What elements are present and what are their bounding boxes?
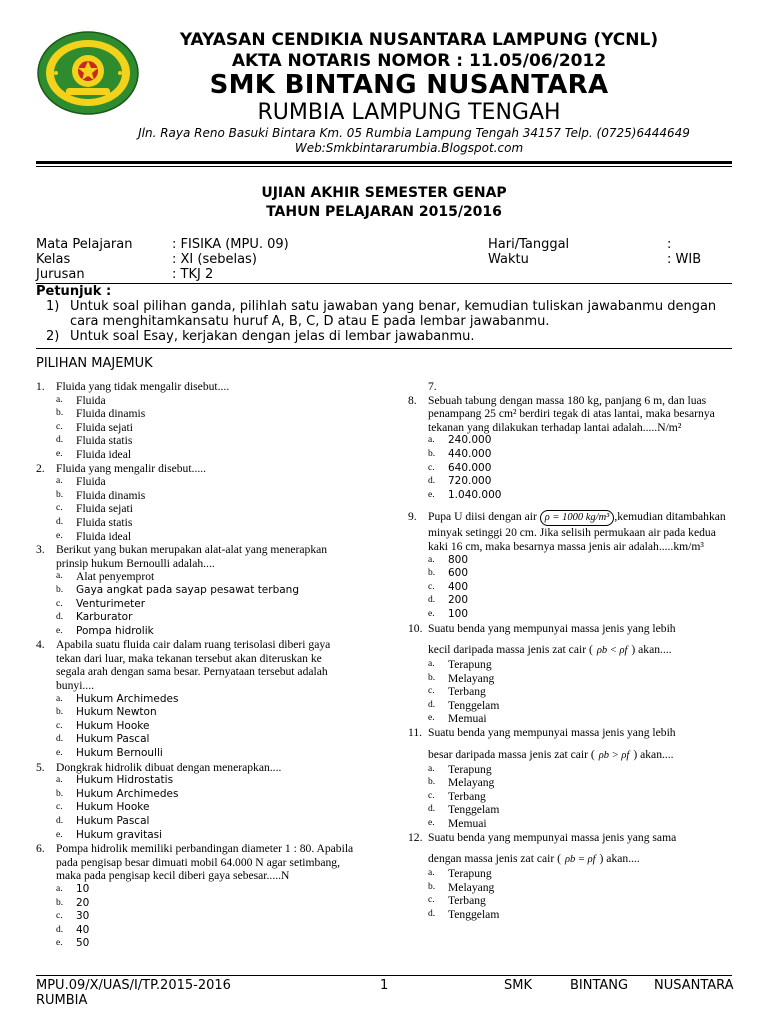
footer-school-word: NUSANTARA <box>654 978 734 993</box>
option-letter: a. <box>428 435 435 446</box>
answer-option <box>408 475 733 489</box>
answer-option <box>36 706 366 720</box>
answer-option <box>36 693 366 707</box>
option-letter: c. <box>428 462 435 473</box>
option-text: Terapung <box>448 762 492 776</box>
density-formula: ρb > ρf <box>598 749 630 761</box>
option-list <box>408 434 733 502</box>
option-text: Terbang <box>448 789 486 803</box>
option-text: Hukum Archimedes <box>76 692 179 705</box>
answer-option <box>408 817 733 831</box>
question-number: 11. <box>408 726 423 740</box>
option-text: Pompa hidrolik <box>76 624 154 637</box>
option-letter: a. <box>56 693 63 704</box>
question-text: Suatu benda yang mempunyai massa jenis yang sama <box>428 830 677 844</box>
subject-label: Mata Pelajaran <box>36 237 133 252</box>
instructions <box>36 284 732 344</box>
answer-option <box>408 672 733 686</box>
option-letter: d. <box>56 924 64 935</box>
option-letter: a. <box>56 775 63 786</box>
option-letter: b. <box>56 897 64 908</box>
page-number: 1 <box>380 978 389 993</box>
answer-option <box>408 881 733 895</box>
question-text-cont: kecil daripada massa jenis zat cair ( <box>428 643 593 657</box>
option-text: Fluida <box>76 475 106 489</box>
option-text: 200 <box>448 594 469 607</box>
question-item <box>36 761 366 775</box>
option-letter: d. <box>428 699 436 710</box>
option-list <box>408 658 733 726</box>
foundation-name: YAYASAN CENDIKIA NUSANTARA LAMPUNG (YCNL) <box>179 30 659 50</box>
instruction-num: 1) <box>46 299 60 314</box>
answer-option <box>36 530 366 544</box>
option-text: 100 <box>448 607 469 620</box>
question-text: Suatu benda yang mempunyai massa jenis yang lebih <box>428 726 676 740</box>
instruction-text: Untuk soal Esay, kerjakan dengan jelas di lembar jawabanmu. <box>70 329 475 344</box>
footer-school-word: SMK <box>504 978 532 993</box>
answer-option <box>36 434 366 448</box>
option-text: Fluida statis <box>76 434 133 448</box>
option-letter: a. <box>56 571 63 582</box>
answer-option <box>36 502 366 516</box>
option-letter: b. <box>56 408 64 419</box>
question-text: Dongkrak hidrolik dibuat dengan menerapkan.... <box>56 760 282 774</box>
question-text: Berikut yang bukan merupakan alat-alat yang menerapkan prinsip hukum Bernoulli adalah.... <box>56 543 328 570</box>
option-text: Karburator <box>76 611 133 624</box>
density-formula: ρb < ρf <box>596 645 628 657</box>
question-text-cont: besar daripada massa jenis zat cair ( <box>428 747 595 761</box>
option-text: Hukum Newton <box>76 706 157 719</box>
answer-option <box>36 720 366 734</box>
question-item <box>408 510 733 553</box>
answer-option <box>408 790 733 804</box>
question-item <box>408 726 733 763</box>
question-text: Pupa U diisi dengan air <box>428 510 537 524</box>
option-letter: a. <box>56 394 63 405</box>
answer-option <box>36 475 366 489</box>
option-letter: e. <box>428 713 435 724</box>
option-text: Hukum Pascal <box>76 815 150 827</box>
option-letter: a. <box>428 763 435 774</box>
option-text: 640.000 <box>448 461 492 474</box>
option-text: Hukum Hidrostatis <box>76 774 174 787</box>
option-letter: c. <box>428 790 435 801</box>
option-letter: e. <box>428 489 435 500</box>
option-letter: e. <box>428 818 435 829</box>
question-item <box>36 462 366 476</box>
answer-option <box>36 815 366 829</box>
option-text: 600 <box>448 567 469 580</box>
option-text: Hukum Archimedes <box>76 787 179 800</box>
school-location: RUMBIA LAMPUNG TENGAH <box>257 100 561 125</box>
option-letter: e. <box>56 448 63 459</box>
answer-option <box>408 594 733 608</box>
question-number: 2. <box>36 461 45 475</box>
question-text: Fluida yang mengalir disebut..... <box>56 461 207 475</box>
density-formula: ρ = 1000 kg/m³ <box>540 510 615 526</box>
option-letter: d. <box>428 476 436 487</box>
exam-year: TAHUN PELAJARAN 2015/2016 <box>266 204 502 220</box>
question-number: 3. <box>36 543 45 557</box>
option-text: Fluida sejati <box>76 502 133 516</box>
answer-option <box>36 937 366 951</box>
option-text: Fluida ideal <box>76 447 132 461</box>
option-letter: b. <box>428 777 436 788</box>
option-text: 240.000 <box>448 434 492 447</box>
option-text: Gaya angkat pada sayap pesawat terbang <box>76 583 300 596</box>
answer-option <box>36 924 366 938</box>
option-letter: d. <box>56 516 64 527</box>
option-text: 20 <box>76 896 90 909</box>
answer-option <box>36 407 366 421</box>
option-letter: b. <box>56 489 64 500</box>
question-item <box>36 842 366 883</box>
option-text: Melayang <box>448 880 495 894</box>
answer-option <box>36 801 366 815</box>
option-text: Hukum Hooke <box>76 801 150 814</box>
subject-value: : FISIKA (MPU. 09) <box>172 237 289 252</box>
option-text: Hukum Hooke <box>76 719 150 732</box>
option-text: 10 <box>76 882 90 895</box>
option-letter: c. <box>56 598 63 609</box>
question-text: Sebuah tabung dengan massa 180 kg, panjang 6 m, dan luas penampang 25 cm² berdiri tegak di atas lantai, maka besarnya tekanan yang dilakukan terhadap lantai adalah.....N/m² <box>428 393 715 434</box>
answer-option <box>36 516 366 530</box>
answer-option <box>408 658 733 672</box>
school-name: SMK BINTANG NUSANTARA <box>209 70 609 100</box>
option-text: 30 <box>76 910 90 923</box>
answer-option <box>36 733 366 747</box>
option-letter: d. <box>56 734 64 745</box>
option-letter: c. <box>428 895 435 906</box>
option-letter: e. <box>56 829 63 840</box>
question-item <box>36 543 366 570</box>
option-text: 720.000 <box>448 475 492 488</box>
option-letter: d. <box>56 816 64 826</box>
option-letter: b. <box>56 788 64 799</box>
answer-option <box>408 434 733 448</box>
option-text: Fluida dinamis <box>76 407 146 421</box>
question-number: 10. <box>408 621 423 635</box>
option-text: Fluida ideal <box>76 529 132 543</box>
option-text: Terbang <box>448 894 486 908</box>
question-text-end: ) akan.... <box>631 643 672 657</box>
answer-option <box>36 829 366 843</box>
option-letter: a. <box>428 659 435 670</box>
answer-option <box>36 598 366 612</box>
option-text: Alat penyemprot <box>76 570 155 584</box>
answer-option <box>408 699 733 713</box>
option-letter: d. <box>428 595 436 606</box>
option-text: Fluida dinamis <box>76 488 146 502</box>
density-formula: ρb = ρf <box>564 854 596 866</box>
answer-option <box>36 448 366 462</box>
option-letter: e. <box>56 530 63 541</box>
option-text: Hukum Pascal <box>76 733 150 746</box>
option-text: Memuai <box>448 817 487 831</box>
footer-place: RUMBIA <box>36 993 88 1008</box>
option-letter: c. <box>56 911 63 922</box>
answer-option <box>36 788 366 802</box>
option-letter: a. <box>428 554 435 565</box>
option-letter: e. <box>56 938 63 949</box>
question-column-left <box>36 380 366 951</box>
major-value: : TKJ 2 <box>172 267 214 282</box>
answer-option <box>36 625 366 639</box>
header-divider-thin <box>36 166 732 167</box>
class-value: : XI (sebelas) <box>172 252 257 267</box>
answer-option <box>36 747 366 761</box>
option-text: Tenggelam <box>448 698 500 712</box>
school-website: Web:Smkbintararumbia.Blogspot.com <box>294 141 524 155</box>
answer-option <box>36 421 366 435</box>
option-letter: c. <box>56 802 63 813</box>
option-text: 1.040.000 <box>448 488 502 501</box>
option-letter: c. <box>428 686 435 697</box>
question-item <box>408 380 733 394</box>
class-label: Kelas <box>36 252 71 267</box>
day-label: Hari/Tanggal <box>488 237 570 252</box>
question-number: 12. <box>408 830 423 844</box>
option-text: Hukum Bernoulli <box>76 747 163 760</box>
answer-option <box>408 908 733 922</box>
answer-option <box>36 774 366 788</box>
answer-option <box>36 570 366 584</box>
option-letter: a. <box>56 476 63 487</box>
answer-option <box>36 897 366 911</box>
footer-school-word: BINTANG <box>570 978 629 993</box>
option-text: 50 <box>76 937 90 950</box>
answer-option <box>408 489 733 503</box>
question-column-right <box>408 380 733 922</box>
option-text: 400 <box>448 580 469 593</box>
question-item <box>408 394 733 435</box>
footer-code: MPU.09/X/UAS/I/TP.2015-2016 <box>36 978 231 993</box>
option-text: Melayang <box>448 776 495 790</box>
option-text: Tenggelam <box>448 803 500 817</box>
question-text: Fluida yang tidak mengalir disebut.... <box>56 380 230 393</box>
instruction-text: Untuk soal pilihan ganda, pilihlah satu jawaban yang benar, kemudian tuliskan jawabanmu dengan cara menghitamkansatu huruf A, B, C, D atau E pada lembar jawabanmu. <box>70 299 717 329</box>
option-text: Terbang <box>448 685 486 699</box>
option-letter: c. <box>56 720 63 731</box>
instruction-item <box>36 299 732 329</box>
answer-option <box>408 776 733 790</box>
option-letter: e. <box>56 625 63 636</box>
answer-option <box>36 489 366 503</box>
question-number: 6. <box>36 842 45 856</box>
answer-option <box>408 608 733 622</box>
answer-option <box>408 685 733 699</box>
option-letter: c. <box>428 581 435 592</box>
answer-option <box>408 712 733 726</box>
answer-option <box>408 581 733 595</box>
question-number: 1. <box>36 380 45 393</box>
option-letter: e. <box>428 608 435 619</box>
question-number: 5. <box>36 760 45 774</box>
option-text: 800 <box>448 553 469 566</box>
question-text-cont: dengan massa jenis zat cair ( <box>428 852 561 866</box>
answer-option <box>36 584 366 598</box>
option-letter: d. <box>56 612 64 623</box>
footer-divider <box>36 975 732 976</box>
school-address: Jln. Raya Reno Basuki Bintara Km. 05 Rumbia Lampung Tengah 34157 Telp. (0725)6444649 <box>138 126 690 140</box>
time-value: : WIB <box>667 252 702 267</box>
question-item <box>408 831 733 868</box>
option-text: Fluida statis <box>76 515 133 529</box>
answer-option <box>408 894 733 908</box>
header-divider <box>36 161 732 164</box>
option-letter: b. <box>428 881 436 892</box>
instruction-num: 2) <box>46 329 60 344</box>
question-number: 8. <box>408 393 417 407</box>
question-item <box>36 638 366 692</box>
option-text: Fluida sejati <box>76 420 133 434</box>
notary-deed: AKTA NOTARIS NOMOR : 11.05/06/2012 <box>231 51 607 71</box>
answer-option <box>408 462 733 476</box>
option-text: Fluida <box>76 393 106 407</box>
option-text: Tenggelam <box>448 908 500 921</box>
question-text-end: ) akan.... <box>599 852 640 866</box>
major-label: Jurusan <box>36 267 85 282</box>
question-number: 4. <box>36 638 45 652</box>
instruction-item <box>36 329 732 344</box>
option-letter: d. <box>428 909 436 919</box>
option-letter: e. <box>56 748 63 759</box>
answer-option <box>36 611 366 625</box>
question-number: 9. <box>408 510 417 524</box>
option-text: Memuai <box>448 712 487 726</box>
answer-option <box>36 910 366 924</box>
instructions-divider <box>36 348 732 349</box>
answer-option <box>408 448 733 462</box>
question-item <box>36 380 366 394</box>
option-list <box>408 554 733 622</box>
question-text-cont: ,kemudian ditambahkan minyak setinggi 20 cm. Jika selisih permukaan air pada kedua kaki 16 cm, maka besarnya massa jenis air adalah.....km/m³ <box>428 510 726 553</box>
answer-option <box>36 883 366 897</box>
answer-option <box>408 763 733 777</box>
option-text: Terapung <box>448 658 492 672</box>
question-text: Suatu benda yang mempunyai massa jenis yang lebih <box>428 621 676 635</box>
option-letter: b. <box>428 672 436 683</box>
answer-option <box>408 554 733 568</box>
time-label: Waktu <box>488 252 529 267</box>
question-item <box>408 622 733 659</box>
option-letter: a. <box>56 883 63 894</box>
question-text-end: ) akan.... <box>633 747 674 761</box>
option-text: Hukum gravitasi <box>76 828 163 841</box>
option-text: 440.000 <box>448 447 492 460</box>
option-list <box>408 763 733 831</box>
option-letter: a. <box>428 868 435 879</box>
option-letter: b. <box>428 448 436 459</box>
exam-title: UJIAN AKHIR SEMESTER GENAP <box>261 185 507 201</box>
option-text: 40 <box>76 923 90 936</box>
answer-option <box>36 394 366 408</box>
option-letter: b. <box>56 707 64 718</box>
option-letter: d. <box>56 435 64 446</box>
instructions-label: Petunjuk : <box>36 284 112 299</box>
answer-option <box>408 867 733 881</box>
option-text: Terapung <box>448 867 492 881</box>
option-letter: c. <box>56 421 63 432</box>
question-text: Pompa hidrolik memiliki perbandingan diameter 1 : 80. Apabila pada pengisap besar dimuati mobil 64.000 N agar setimbang, maka pada pengisap kecil diberi gaya sebesar.....N <box>56 842 354 883</box>
option-letter: b. <box>56 584 64 595</box>
day-value: : <box>667 237 672 252</box>
option-text: Melayang <box>448 671 495 685</box>
answer-option <box>408 567 733 581</box>
option-list <box>408 867 733 921</box>
option-letter: b. <box>428 568 436 579</box>
answer-option <box>408 803 733 817</box>
option-letter: d. <box>428 804 436 815</box>
question-number: 7. <box>428 380 437 393</box>
question-text: Apabila suatu fluida cair dalam ruang terisolasi diberi gaya tekan dari luar, maka tekanan tersebut akan diteruskan ke segala arah dengan sama besar. Pernyataan tersebut adalah bunyi.... <box>56 638 331 693</box>
option-letter: c. <box>56 503 63 514</box>
option-text: Venturimeter <box>76 597 146 610</box>
section-heading: PILIHAN MAJEMUK <box>36 356 153 371</box>
